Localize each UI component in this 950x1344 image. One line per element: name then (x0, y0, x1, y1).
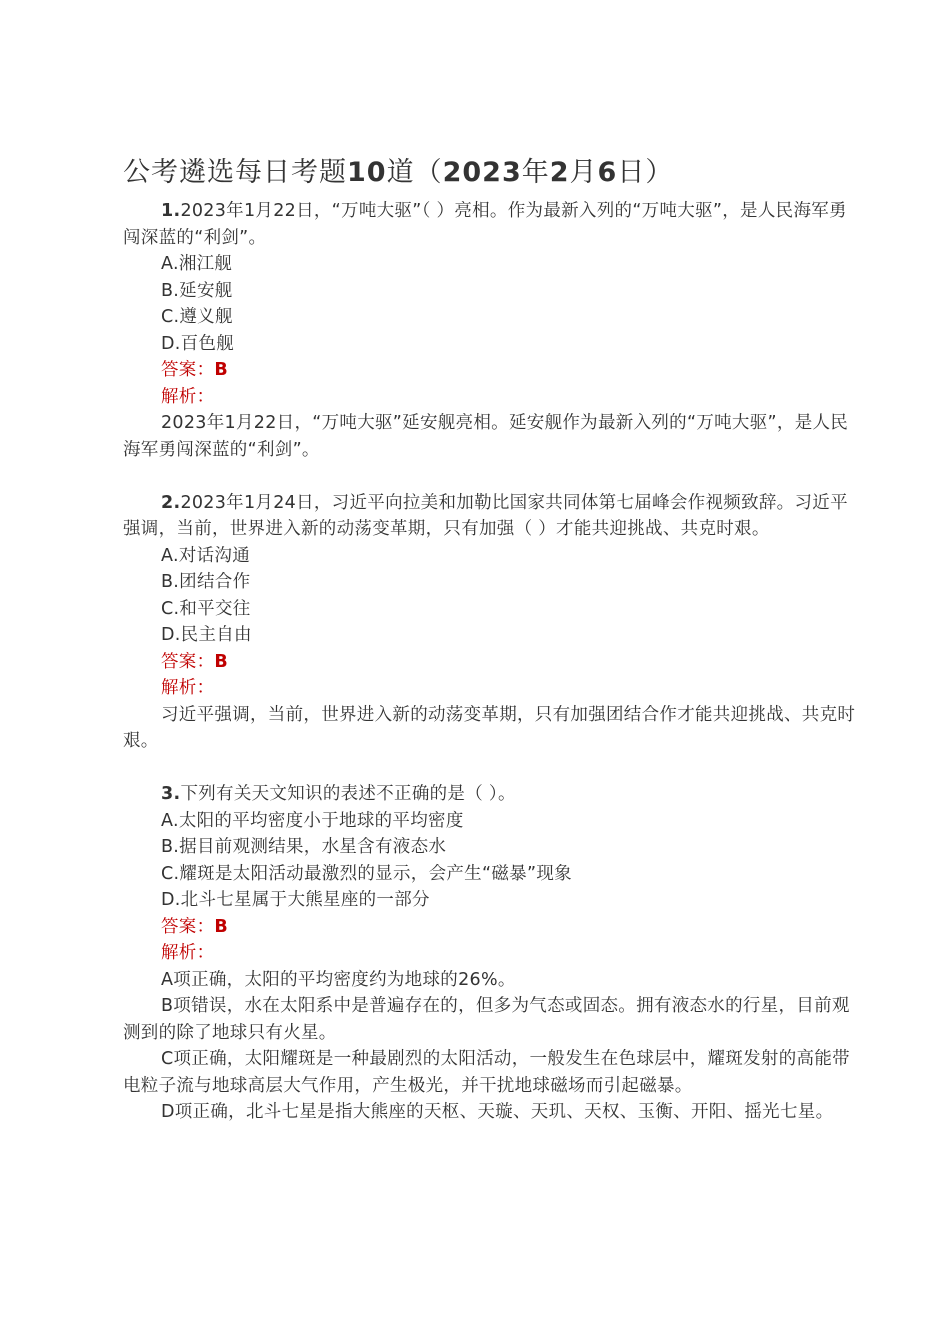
analysis-label: 解析： (161, 386, 215, 407)
document-page (123, 150, 863, 1126)
question-2 (123, 490, 863, 755)
analysis-text-d: D项正确，北斗七星是指大熊座的天枢、天璇、天玑、天权、玉衡、开阳、摇光七星。 (161, 1102, 834, 1122)
option-d: D.民主自由 (161, 625, 252, 645)
question-stem: 1.2023年1月22日，“万吨大驱”（ ）亮相。作为最新入列的“万吨大驱”，是人民海军勇闯深蓝的“利剑”。 (123, 201, 847, 248)
option-d: D.北斗七星属于大熊星座的一部分 (161, 890, 430, 910)
answer-line: 答案：B (161, 651, 229, 672)
option-a: A.对话沟通 (161, 545, 251, 566)
analysis-label: 解析： (161, 678, 215, 698)
analysis-label: 解析： (161, 943, 215, 963)
option-a: A.湘江舰 (161, 254, 233, 274)
option-d: D.百色舰 (161, 333, 235, 354)
analysis-text: 2023年1月22日，“万吨大驱”延安舰亮相。延安舰作为最新入列的“万吨大驱”，是人民海军勇闯深蓝的“利剑”。 (123, 413, 849, 460)
answer-line: 答案：B (161, 916, 229, 937)
option-b: B.延安舰 (161, 280, 233, 301)
option-b: B.团结合作 (161, 572, 251, 592)
question-stem: 2.2023年1月24日，习近平向拉美和加勒比国家共同体第七届峰会作视频致辞。习近平强调，当前，世界进入新的动荡变革期，只有加强（ ）才能共迎挑战、共克时艰。 (123, 492, 848, 539)
question-stem: 3.下列有关天文知识的表述不正确的是（ ）。 (161, 784, 516, 804)
question-3 (123, 781, 863, 1126)
analysis-text-a: A项正确，太阳的平均密度约为地球的26%。 (161, 969, 516, 990)
option-b: B.据目前观测结果，水星含有液态水 (161, 837, 447, 857)
option-a: A.太阳的平均密度小于地球的平均密度 (161, 810, 464, 831)
analysis-text: 习近平强调，当前，世界进入新的动荡变革期，只有加强团结合作才能共迎挑战、共克时艰。 (123, 704, 856, 751)
option-c: C.耀斑是太阳活动最激烈的显示，会产生“磁暴”现象 (161, 863, 572, 884)
page-title: 公考遴选每日考题10道（2023年2月6日） (123, 157, 674, 188)
option-c: C.和平交往 (161, 598, 251, 619)
answer-line: 答案：B (161, 360, 229, 380)
option-c: C.遵义舰 (161, 307, 233, 327)
analysis-text-c: C项正确，太阳耀斑是一种最剧烈的太阳活动，一般发生在色球层中，耀斑发射的高能带电粒子流与地球高层大气作用，产生极光，并干扰地球磁场而引起磁暴。 (123, 1049, 850, 1096)
question-1 (123, 198, 863, 463)
analysis-text-b: B项错误，水在太阳系中是普遍存在的，但多为气态或固态。拥有液态水的行星，目前观测到的除了地球只有火星。 (123, 996, 850, 1043)
